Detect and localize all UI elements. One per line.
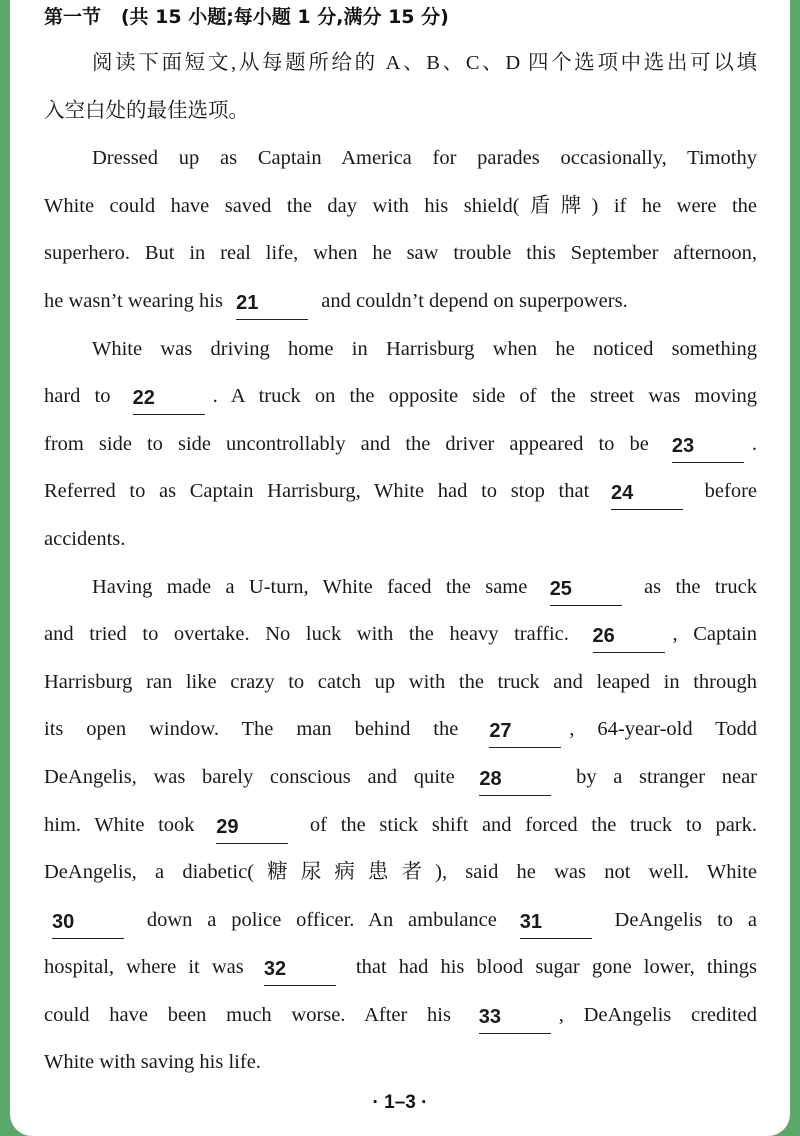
- text-line: [44, 516, 757, 564]
- line-text: by a stranger near: [559, 765, 757, 788]
- line-text: hard to: [44, 385, 125, 408]
- text-line: [44, 802, 757, 850]
- line-text: accidents.: [44, 527, 126, 550]
- answer-blank-29[interactable]: 29: [216, 815, 288, 844]
- line-text: White was driving home in Harrisburg when he noticed something: [92, 337, 757, 360]
- text-line: [44, 183, 757, 231]
- line-text: hospital, where it was: [44, 956, 256, 979]
- text-line: [44, 659, 757, 707]
- line-text: Dressed up as Captain America for parades occasionally, Timothy: [92, 147, 757, 170]
- text-line: [44, 754, 757, 802]
- answer-blank-21[interactable]: 21: [236, 291, 308, 320]
- answer-blank-33[interactable]: 33: [479, 1005, 551, 1034]
- line-text: Harrisburg ran like crazy to catch up with the truck and leaped in through: [44, 670, 757, 693]
- text-line: [44, 849, 757, 897]
- text-line: [44, 135, 757, 183]
- line-text: its open window. The man behind the: [44, 718, 482, 741]
- line-text: White could have saved the day with his shield(盾牌) if he were the: [44, 194, 757, 217]
- line-text: , DeAngelis credited: [558, 1003, 757, 1026]
- text-line: [44, 278, 757, 326]
- line-text: and tried to overtake. No luck with the heavy traffic.: [44, 623, 585, 646]
- line-text: that had his blood sugar gone lower, things: [343, 956, 758, 979]
- answer-blank-28[interactable]: 28: [479, 767, 551, 796]
- text-line: [44, 944, 757, 992]
- text-line: [44, 1039, 757, 1087]
- text-line: [44, 706, 757, 754]
- text-line: [44, 373, 757, 421]
- text-line: [44, 897, 757, 945]
- line-text: as the truck: [629, 575, 757, 598]
- line-text: Having made a U-turn, White faced the same: [92, 575, 542, 598]
- passage: [44, 40, 757, 1087]
- answer-blank-26[interactable]: 26: [593, 624, 665, 653]
- line-text: , 64-year-old Todd: [569, 718, 758, 741]
- text-line: [44, 230, 757, 278]
- line-text: and couldn’t depend on superpowers.: [316, 289, 628, 312]
- line-text: .: [751, 432, 757, 455]
- line-text: of the stick shift and forced the truck to park.: [296, 813, 757, 836]
- text-line: [44, 564, 757, 612]
- answer-blank-22[interactable]: 22: [133, 386, 205, 415]
- line-text: DeAngelis to a: [599, 908, 757, 931]
- answer-blank-24[interactable]: 24: [611, 481, 683, 510]
- answer-blank-23[interactable]: 23: [672, 434, 744, 463]
- text-line: [44, 468, 757, 516]
- line-text: down a police officer. An ambulance: [132, 908, 512, 931]
- text-line: [44, 611, 757, 659]
- line-text: , Captain: [672, 623, 757, 646]
- line-text: before: [690, 480, 757, 503]
- text-line: [44, 992, 757, 1040]
- line-text: he wasn’t wearing his: [44, 289, 229, 312]
- answer-blank-25[interactable]: 25: [550, 577, 622, 606]
- line-text: DeAngelis, a diabetic(糖尿病患者), said he was not well. White: [44, 861, 757, 884]
- text-line: [44, 88, 757, 136]
- answer-blank-27[interactable]: 27: [489, 719, 561, 748]
- line-text: him. White took: [44, 813, 209, 836]
- text-line: [44, 421, 757, 469]
- line-text: 入空白处的最佳选项。: [44, 99, 249, 122]
- section-header: 第一节 (共 15 小题;每小题 1 分,满分 15 分): [44, 6, 449, 28]
- line-text: . A truck on the opposite side of the street was moving: [212, 385, 758, 408]
- line-text: White with saving his life.: [44, 1051, 261, 1074]
- line-text: superhero. But in real life, when he saw trouble this September afternoon,: [44, 242, 757, 265]
- line-text: 阅读下面短文,从每题所给的 A、B、C、D 四个选项中选出可以填: [92, 52, 757, 74]
- line-text: from side to side uncontrollably and the driver appeared to be: [44, 432, 664, 455]
- line-text: Referred to as Captain Harrisburg, White had to stop that: [44, 480, 603, 503]
- answer-blank-30[interactable]: 30: [52, 910, 124, 939]
- document-page: [10, 0, 790, 1136]
- line-text: DeAngelis, was barely conscious and quite: [44, 765, 472, 788]
- answer-blank-32[interactable]: 32: [264, 957, 336, 986]
- text-line: [44, 326, 757, 374]
- line-text: could have been much worse. After his: [44, 1003, 471, 1026]
- page-number: · 1–3 ·: [372, 1092, 428, 1113]
- answer-blank-31[interactable]: 31: [520, 910, 592, 939]
- text-line: [44, 40, 757, 88]
